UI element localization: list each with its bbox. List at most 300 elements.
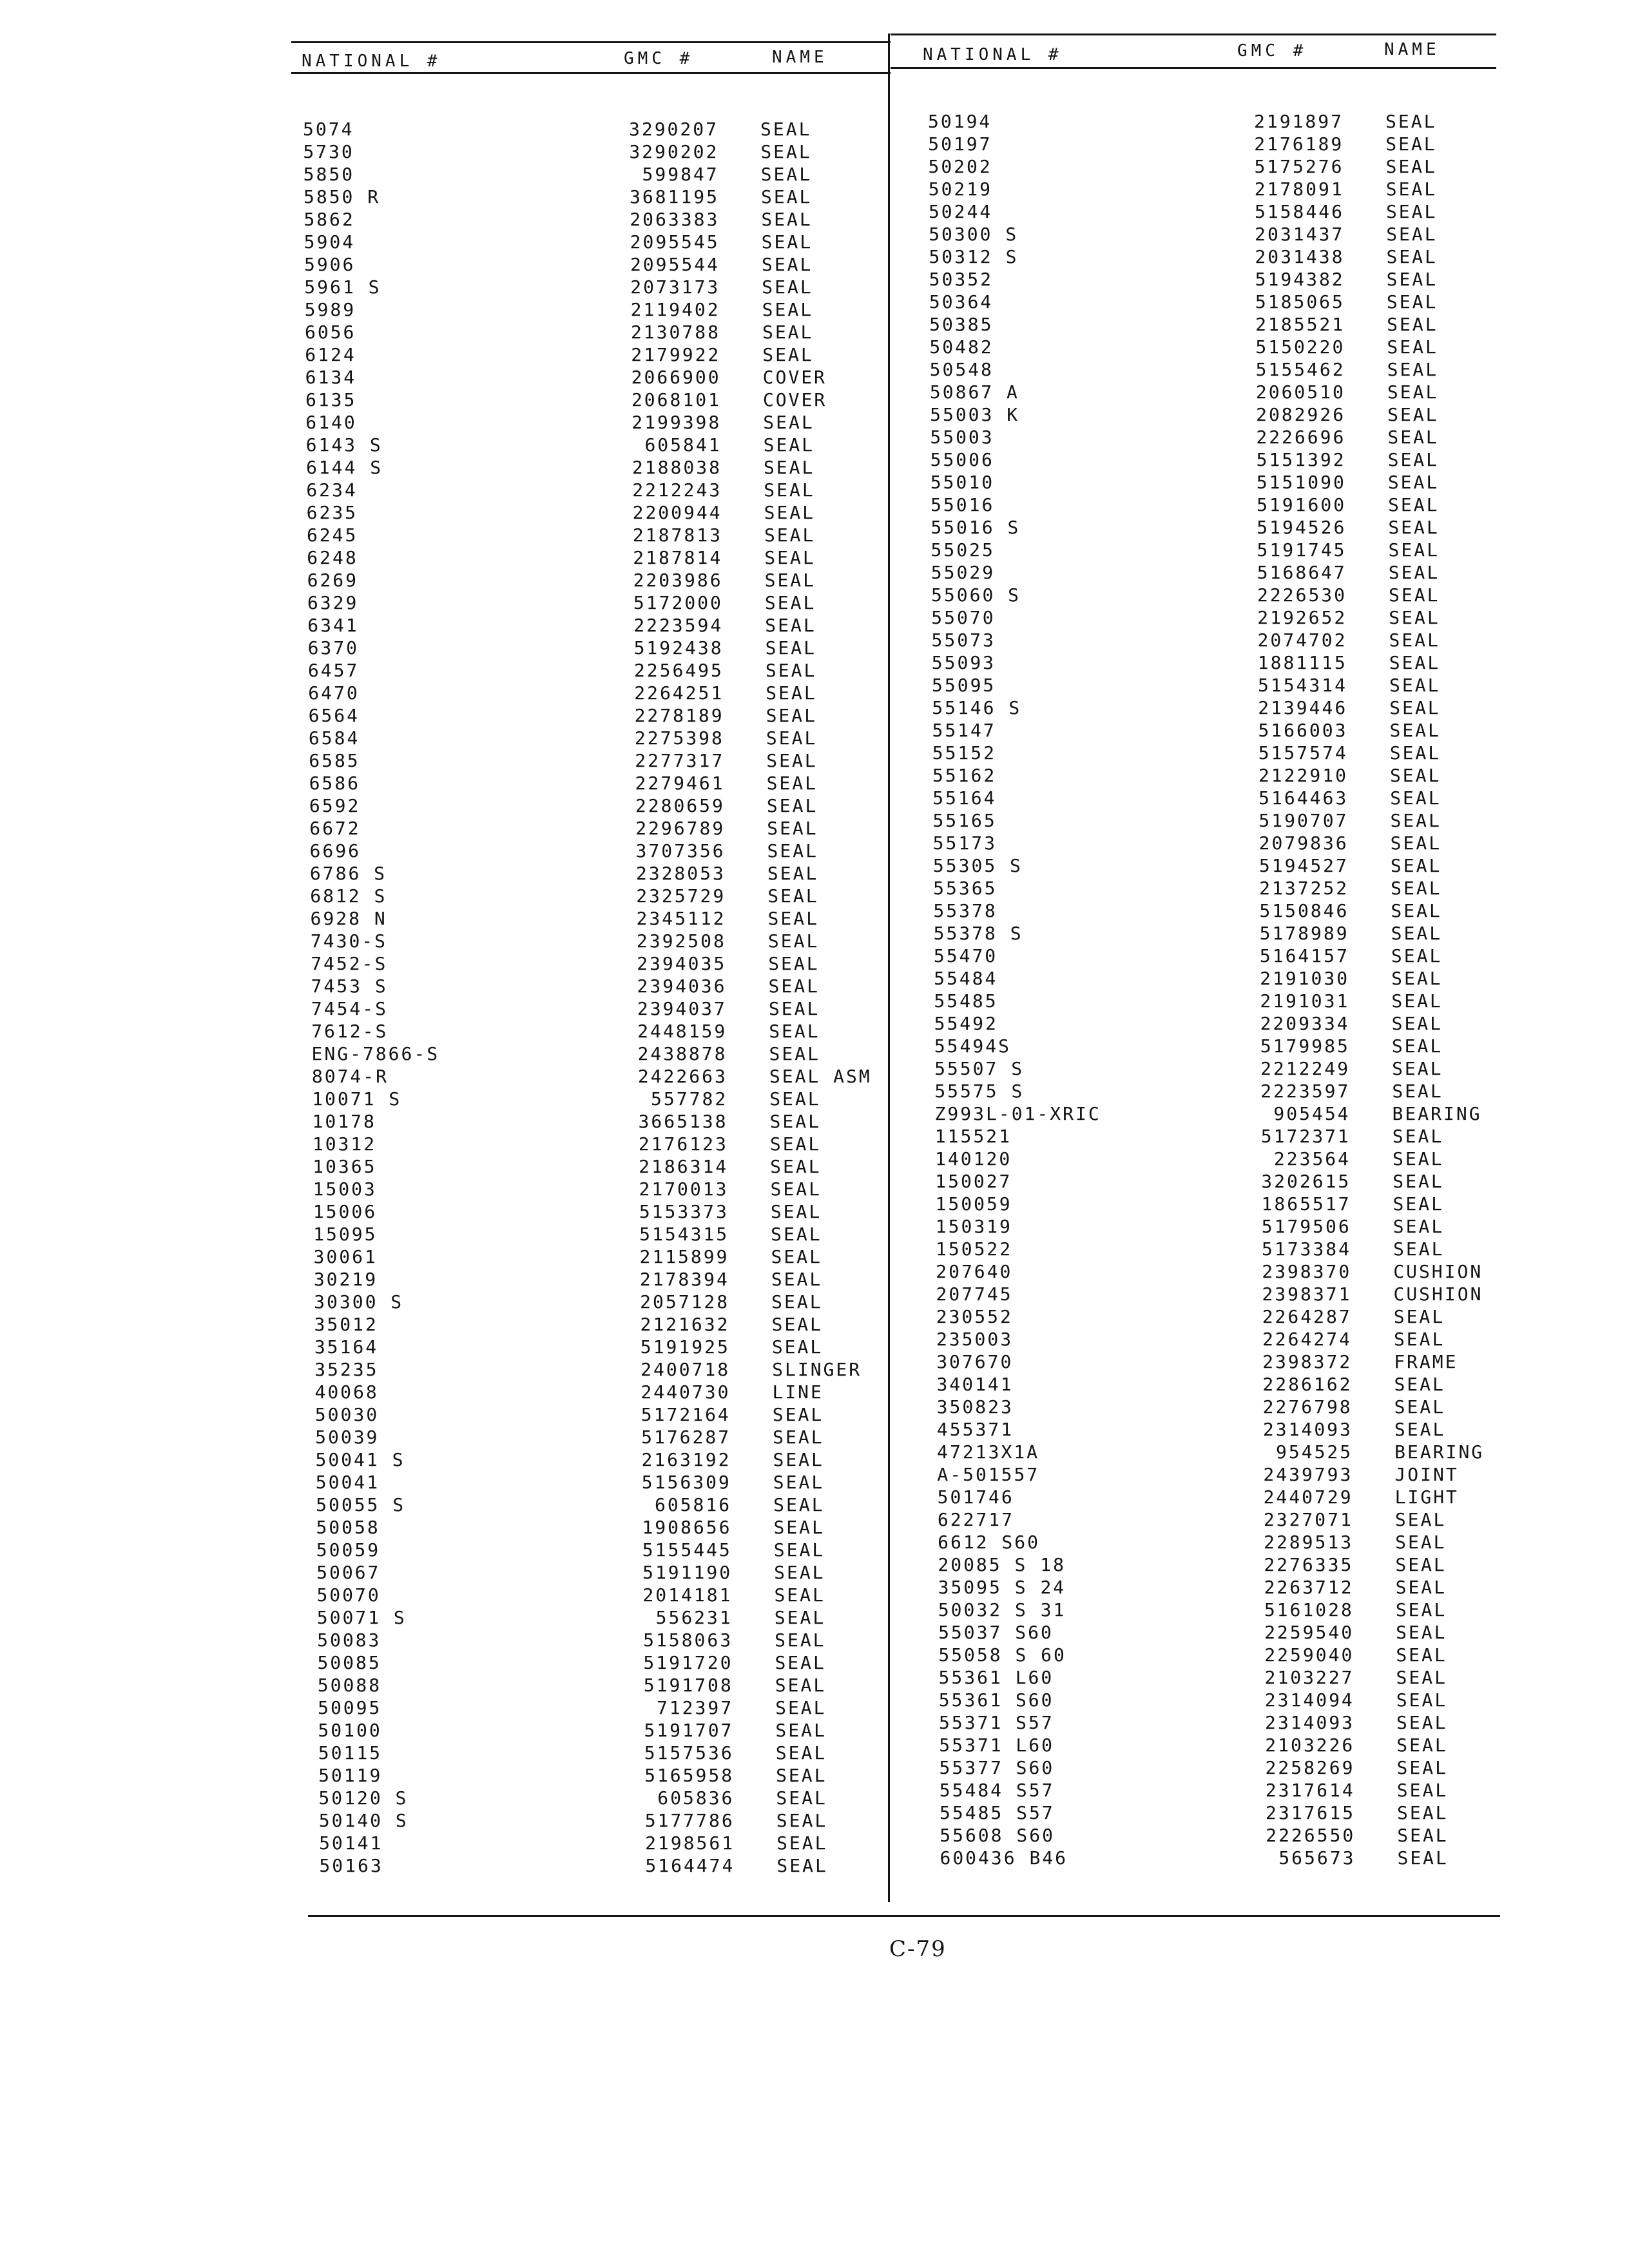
name-cell: SEAL: [763, 434, 815, 456]
national-cell: 6812 S: [310, 885, 387, 907]
gmc-cell: 2422663: [637, 1066, 728, 1087]
name-cell: SEAL: [774, 1562, 825, 1583]
national-cell: 6341: [307, 615, 359, 636]
gmc-cell: 2440730: [641, 1381, 731, 1403]
gmc-cell: 2226550: [1266, 1825, 1356, 1846]
gmc-cell: 2198561: [645, 1832, 735, 1854]
gmc-cell: 2263712: [1264, 1577, 1354, 1598]
gmc-cell: 5150846: [1259, 900, 1349, 921]
national-cell: 55608 S60: [940, 1825, 1055, 1846]
gmc-cell: 2200944: [632, 502, 722, 523]
gmc-cell: 5154315: [639, 1224, 729, 1245]
name-cell: SEAL: [767, 818, 818, 839]
name-cell: SEAL: [1393, 1216, 1445, 1237]
name-cell: SEAL: [1387, 336, 1438, 358]
national-cell: 55484: [934, 968, 998, 989]
name-cell: SEAL: [1389, 607, 1440, 628]
national-cell: 55146 S: [932, 697, 1022, 718]
name-cell: SEAL: [1389, 720, 1441, 741]
name-cell: SEAL: [769, 1088, 821, 1110]
national-cell: 55095: [932, 675, 996, 696]
name-cell: SEAL: [1387, 427, 1439, 448]
gmc-cell: 2223594: [633, 615, 724, 636]
national-cell: 35164: [314, 1336, 379, 1358]
gmc-cell: 5164157: [1259, 945, 1349, 966]
name-cell: SEAL: [1387, 449, 1440, 470]
name-cell: BEARING: [1392, 1103, 1482, 1124]
national-cell: 50055 S: [316, 1494, 406, 1515]
name-cell: COVER: [762, 389, 827, 410]
name-cell: SEAL: [1389, 742, 1441, 764]
name-cell: SEAL: [760, 119, 812, 140]
gmc-cell: 5155445: [642, 1539, 732, 1561]
national-cell: 55037 S60: [938, 1622, 1054, 1643]
gmc-cell: 2226530: [1257, 584, 1347, 606]
gmc-cell: 2130788: [630, 322, 720, 343]
name-cell: LIGHT: [1394, 1486, 1459, 1508]
national-cell: 6672: [309, 818, 361, 839]
gmc-cell: 5185065: [1255, 291, 1345, 312]
gmc-cell: 2280659: [635, 795, 725, 816]
gmc-cell: 5154314: [1257, 675, 1347, 696]
gmc-cell: 5191925: [640, 1336, 730, 1358]
page-number: C-79: [889, 1936, 947, 1962]
national-cell: 50163: [319, 1855, 383, 1876]
gmc-cell: 2438878: [637, 1043, 728, 1064]
gmc-cell: 5172371: [1260, 1126, 1351, 1147]
national-cell: 55507 S: [934, 1058, 1025, 1079]
national-cell: 55371 L60: [939, 1735, 1054, 1756]
name-cell: SEAL: [1386, 246, 1438, 267]
gmc-cell: 2440729: [1263, 1486, 1353, 1508]
national-cell: 6144 S: [305, 457, 383, 478]
national-cell: 207745: [936, 1283, 1013, 1305]
name-cell: SEAL: [764, 479, 815, 501]
national-cell: 50202: [928, 156, 992, 177]
gmc-cell: 2327071: [1263, 1509, 1353, 1530]
national-cell: 15003: [313, 1178, 377, 1200]
name-cell: SEAL: [1393, 1238, 1445, 1260]
name-cell: SEAL: [1396, 1780, 1449, 1801]
national-cell: 6457: [307, 660, 360, 681]
name-cell: SEAL: [769, 1133, 822, 1155]
national-cell: Z993L-01-XRIC: [934, 1103, 1101, 1124]
national-cell: 6370: [307, 637, 360, 658]
national-cell: 50067: [316, 1562, 381, 1583]
national-cell: 55070: [931, 607, 996, 628]
gmc-cell: 2073173: [630, 276, 720, 298]
gmc-cell: 3681195: [629, 186, 719, 207]
national-cell: 55073: [931, 629, 996, 651]
name-cell: SEAL: [767, 908, 819, 929]
name-cell: SEAL: [1397, 1825, 1449, 1846]
name-cell: SEAL: [768, 998, 820, 1019]
gmc-cell: 5177786: [644, 1810, 735, 1831]
national-cell: 6140: [305, 412, 357, 433]
name-cell: SEAL: [767, 930, 820, 952]
name-cell: JOINT: [1394, 1464, 1459, 1485]
gmc-cell: 2289513: [1264, 1532, 1354, 1553]
name-cell: SEAL: [1389, 584, 1440, 606]
national-cell: 6564: [308, 705, 360, 726]
gmc-cell: 2394037: [637, 998, 727, 1019]
gmc-cell: 556231: [655, 1607, 733, 1628]
gmc-cell: 5151392: [1256, 449, 1346, 470]
name-cell: SEAL: [766, 727, 818, 749]
gmc-cell: 2398372: [1262, 1351, 1353, 1372]
gmc-cell: 5168647: [1257, 562, 1347, 583]
header-bottom-rule: [291, 72, 891, 74]
name-cell: SEAL: [1391, 990, 1443, 1012]
national-cell: 50244: [928, 201, 993, 222]
national-cell: 50041 S: [315, 1449, 405, 1470]
national-cell: 7453 S: [311, 975, 388, 997]
name-cell: SEAL: [776, 1832, 828, 1854]
gmc-cell: 2137252: [1259, 878, 1349, 899]
national-cell: 5730: [303, 141, 354, 162]
name-cell: SEAL: [776, 1855, 828, 1876]
gmc-cell: 2314094: [1264, 1689, 1354, 1711]
name-cell: SEAL: [761, 254, 813, 275]
national-cell: 350823: [936, 1396, 1014, 1418]
gmc-cell: 3707356: [635, 840, 726, 861]
national-cell: 307670: [936, 1351, 1014, 1372]
name-cell: SEAL: [1391, 1013, 1443, 1034]
gmc-cell: 2223597: [1260, 1081, 1351, 1102]
name-cell: SEAL: [1396, 1712, 1448, 1733]
gmc-cell: 2178091: [1254, 178, 1344, 200]
national-cell: 6329: [307, 592, 359, 613]
name-cell: SEAL: [1393, 1148, 1444, 1169]
national-cell: 50032 S 31: [938, 1599, 1066, 1620]
name-cell: SEAL: [775, 1742, 827, 1763]
name-cell: SEAL: [1397, 1847, 1449, 1869]
national-cell: 55494S: [934, 1035, 1011, 1057]
name-cell: SEAL: [766, 705, 818, 726]
table-bottom-rule: [308, 1915, 1500, 1917]
name-cell: SEAL: [1396, 1667, 1447, 1688]
gmc-cell: 2139446: [1258, 697, 1348, 718]
national-cell: 50548: [929, 359, 994, 380]
national-cell: 501746: [937, 1486, 1014, 1508]
national-cell: 40068: [314, 1381, 379, 1403]
name-cell: SEAL: [1395, 1577, 1447, 1598]
gmc-cell: 5155462: [1255, 359, 1345, 380]
national-cell: 50197: [928, 133, 992, 155]
name-cell: SEAL: [1393, 1306, 1445, 1327]
name-cell: SEAL: [764, 570, 816, 591]
national-cell: 50100: [318, 1720, 382, 1741]
name-cell: SEAL: [773, 1494, 825, 1515]
name-cell: SEAL: [1396, 1735, 1448, 1756]
gmc-cell: 5190707: [1258, 810, 1349, 831]
national-cell: 50088: [317, 1675, 382, 1696]
name-cell: SEAL: [775, 1652, 826, 1673]
name-cell: SEAL: [1387, 472, 1440, 493]
national-cell: 55025: [930, 539, 995, 561]
national-cell: 7430-S: [310, 930, 388, 952]
name-cell: SEAL: [1390, 832, 1442, 854]
name-cell: SEAL: [1392, 1126, 1444, 1147]
national-cell: 140120: [935, 1148, 1012, 1169]
national-cell: 55378 S: [933, 923, 1023, 944]
gmc-cell: 5157574: [1258, 742, 1348, 764]
name-cell: FRAME: [1394, 1351, 1458, 1372]
national-cell: 5989: [304, 299, 356, 320]
gmc-cell: 5175276: [1254, 156, 1344, 177]
gmc-cell: 5194526: [1257, 517, 1347, 538]
name-cell: SEAL: [1385, 133, 1437, 155]
name-cell: SEAL: [774, 1584, 825, 1606]
name-cell: SEAL: [1388, 539, 1440, 561]
gmc-cell: 2314093: [1262, 1419, 1353, 1440]
national-cell: 50083: [317, 1629, 381, 1651]
name-cell: SEAL: [760, 164, 813, 185]
national-cell: 55029: [930, 562, 996, 583]
name-cell: SEAL: [1396, 1644, 1447, 1666]
national-cell: 6143 S: [305, 434, 383, 456]
gmc-cell: 5179506: [1261, 1216, 1351, 1237]
national-cell: 50867 A: [929, 381, 1019, 403]
name-cell: LINE: [772, 1381, 824, 1403]
name-cell: SEAL: [760, 141, 812, 162]
national-cell: 6056: [304, 322, 356, 343]
gmc-cell: 5164463: [1258, 787, 1349, 809]
name-cell: SEAL: [775, 1697, 827, 1718]
name-cell: SEAL: [1397, 1802, 1449, 1823]
gmc-cell: 3665138: [638, 1111, 728, 1132]
header-top-rule: [291, 41, 891, 43]
gmc-cell: 2178394: [639, 1269, 729, 1290]
national-cell: 10312: [312, 1133, 377, 1155]
national-cell: 50095: [318, 1697, 382, 1718]
national-cell: 50482: [929, 336, 994, 358]
gmc-cell: 5150220: [1255, 336, 1345, 358]
gmc-cell: 5191708: [643, 1675, 733, 1696]
national-cell: 6928 N: [310, 908, 387, 929]
gmc-cell: 2192652: [1257, 607, 1347, 628]
national-cell: 55006: [930, 449, 994, 470]
right-header-name: NAME: [1384, 40, 1440, 59]
national-cell: 10178: [312, 1111, 376, 1132]
name-cell: SEAL: [1387, 404, 1439, 425]
name-cell: SEAL: [776, 1810, 828, 1831]
national-cell: 15095: [313, 1224, 378, 1245]
gmc-cell: 2325729: [636, 885, 726, 907]
gmc-cell: 5192438: [633, 637, 724, 658]
gmc-cell: 5153373: [639, 1201, 729, 1222]
name-cell: SEAL: [767, 840, 818, 861]
name-cell: SEAL: [1385, 201, 1438, 222]
name-cell: SEAL: [766, 773, 818, 794]
gmc-cell: 5156309: [641, 1472, 731, 1493]
gmc-cell: 2439793: [1263, 1464, 1353, 1485]
gmc-cell: 605841: [644, 434, 722, 456]
left-header-name: NAME: [772, 48, 828, 67]
national-cell: 10071 S: [312, 1088, 402, 1110]
gmc-cell: 2103227: [1264, 1667, 1354, 1688]
national-cell: 6235: [306, 502, 358, 523]
national-cell: 600436 B46: [940, 1847, 1068, 1869]
national-cell: 7452-S: [311, 953, 388, 974]
name-cell: CUSHION: [1393, 1261, 1483, 1282]
national-cell: 55093: [931, 652, 996, 673]
gmc-cell: 2212243: [632, 479, 722, 501]
national-cell: 5850: [303, 164, 355, 185]
national-cell: 50041: [315, 1472, 380, 1493]
national-cell: 55361 S60: [938, 1689, 1054, 1711]
national-cell: 55016: [930, 494, 995, 515]
gmc-cell: 2275398: [634, 727, 724, 749]
national-cell: 8074-R: [311, 1066, 389, 1087]
gmc-cell: 5176287: [641, 1427, 731, 1448]
gmc-cell: 2296789: [635, 818, 726, 839]
gmc-cell: 5151090: [1256, 472, 1346, 493]
national-cell: 55470: [933, 945, 998, 966]
gmc-cell: 2095544: [630, 254, 720, 275]
name-cell: SEAL: [1389, 652, 1441, 673]
name-cell: SEAL: [761, 231, 813, 253]
national-cell: 150027: [935, 1171, 1012, 1192]
gmc-cell: 2345112: [636, 908, 726, 929]
national-cell: 55378: [933, 900, 998, 921]
name-cell: SEAL: [762, 322, 814, 343]
gmc-cell: 2392508: [636, 930, 726, 952]
national-cell: 55365: [933, 878, 998, 899]
national-cell: 55164: [932, 787, 997, 809]
national-cell: 55377 S60: [939, 1757, 1055, 1778]
name-cell: SEAL: [771, 1269, 823, 1290]
name-cell: SEAL: [761, 209, 813, 230]
gmc-cell: 2259540: [1264, 1622, 1354, 1643]
national-cell: 6124: [305, 344, 356, 365]
gmc-cell: 2176123: [638, 1133, 728, 1155]
name-cell: SLINGER: [772, 1359, 862, 1380]
name-cell: SEAL: [1386, 291, 1438, 312]
name-cell: SEAL: [773, 1427, 824, 1448]
national-cell: 50039: [315, 1427, 380, 1448]
name-cell: SEAL: [769, 1021, 820, 1042]
name-cell: SEAL: [1392, 1081, 1443, 1102]
name-cell: SEAL: [766, 750, 818, 771]
gmc-cell: 5194527: [1258, 855, 1349, 876]
gmc-cell: 2209334: [1260, 1013, 1350, 1034]
gmc-cell: 5161028: [1264, 1599, 1354, 1620]
gmc-cell: 905454: [1273, 1103, 1351, 1124]
column-divider: [888, 34, 890, 1902]
gmc-cell: 2191030: [1260, 968, 1350, 989]
national-cell: 50140 S: [318, 1810, 409, 1831]
national-cell: 6245: [306, 524, 358, 546]
national-cell: 30300 S: [314, 1291, 404, 1312]
gmc-cell: 2264287: [1262, 1306, 1352, 1327]
name-cell: SEAL: [771, 1246, 822, 1267]
name-cell: SEAL: [1388, 517, 1440, 538]
national-cell: 55484 S57: [939, 1780, 1055, 1801]
header-bottom-rule-right: [891, 67, 1496, 69]
gmc-cell: 2448159: [637, 1021, 728, 1042]
national-cell: 55575 S: [934, 1081, 1025, 1102]
gmc-cell: 3202615: [1261, 1171, 1351, 1192]
gmc-cell: 2400718: [641, 1359, 731, 1380]
name-cell: SEAL: [1395, 1532, 1447, 1553]
name-cell: SEAL: [768, 975, 820, 997]
gmc-cell: 2317614: [1265, 1780, 1355, 1801]
gmc-cell: 2095545: [630, 231, 720, 253]
gmc-cell: 2176189: [1254, 133, 1344, 155]
national-cell: 6234: [306, 479, 358, 501]
name-cell: SEAL: [1390, 855, 1442, 876]
name-cell: SEAL: [1389, 765, 1441, 786]
name-cell: SEAL: [1387, 381, 1439, 403]
national-cell: 55173: [932, 832, 997, 854]
gmc-cell: 223564: [1273, 1148, 1351, 1169]
name-cell: SEAL: [767, 863, 819, 884]
national-cell: 55305 S: [932, 855, 1023, 876]
name-cell: SEAL: [1391, 1035, 1443, 1057]
name-cell: SEAL: [1393, 1329, 1445, 1350]
national-cell: 5862: [304, 209, 355, 230]
national-cell: 50300 S: [929, 224, 1019, 245]
name-cell: SEAL: [770, 1201, 822, 1222]
name-cell: SEAL: [1388, 494, 1440, 515]
name-cell: SEAL: [1385, 178, 1438, 200]
national-cell: 6585: [309, 750, 360, 771]
national-cell: 340141: [936, 1374, 1014, 1395]
name-cell: SEAL: [1387, 359, 1439, 380]
name-cell: SEAL: [770, 1156, 822, 1177]
gmc-cell: 2187814: [633, 547, 723, 568]
national-cell: 6470: [308, 682, 360, 704]
national-cell: 115521: [934, 1126, 1012, 1147]
national-cell: 6696: [309, 840, 361, 861]
gmc-cell: 3290202: [629, 141, 719, 162]
gmc-cell: 599847: [642, 164, 719, 185]
national-cell: 15006: [313, 1201, 378, 1222]
name-cell: SEAL: [1394, 1509, 1447, 1530]
national-cell: 230552: [936, 1306, 1013, 1327]
name-cell: BEARING: [1394, 1441, 1485, 1463]
national-cell: 455371: [936, 1419, 1014, 1440]
national-cell: 55003: [930, 427, 994, 448]
name-cell: SEAL: [765, 637, 817, 658]
national-cell: 35235: [314, 1359, 379, 1380]
national-cell: 50030: [314, 1404, 380, 1425]
name-cell: SEAL: [1390, 810, 1441, 831]
national-cell: 7454-S: [311, 998, 389, 1019]
gmc-cell: 2066900: [631, 367, 721, 388]
gmc-cell: 2279461: [635, 773, 725, 794]
gmc-cell: 5178989: [1259, 923, 1349, 944]
name-cell: SEAL: [1387, 314, 1438, 335]
gmc-cell: 2031438: [1255, 246, 1345, 267]
name-cell: SEAL: [764, 592, 816, 613]
national-cell: 235003: [936, 1329, 1014, 1350]
name-cell: SEAL: [775, 1720, 827, 1741]
national-cell: 150319: [935, 1216, 1012, 1237]
gmc-cell: 2191031: [1260, 990, 1350, 1012]
gmc-cell: 2068101: [631, 389, 721, 410]
national-cell: 50385: [929, 314, 994, 335]
gmc-cell: 2115899: [639, 1246, 729, 1267]
name-cell: SEAL: [1394, 1374, 1445, 1395]
national-cell: 5074: [303, 119, 354, 140]
name-cell: SEAL: [1385, 111, 1437, 132]
name-cell: SEAL: [775, 1629, 826, 1651]
national-cell: 6586: [309, 773, 360, 794]
name-cell: SEAL: [760, 186, 813, 207]
gmc-cell: 2188038: [631, 457, 722, 478]
